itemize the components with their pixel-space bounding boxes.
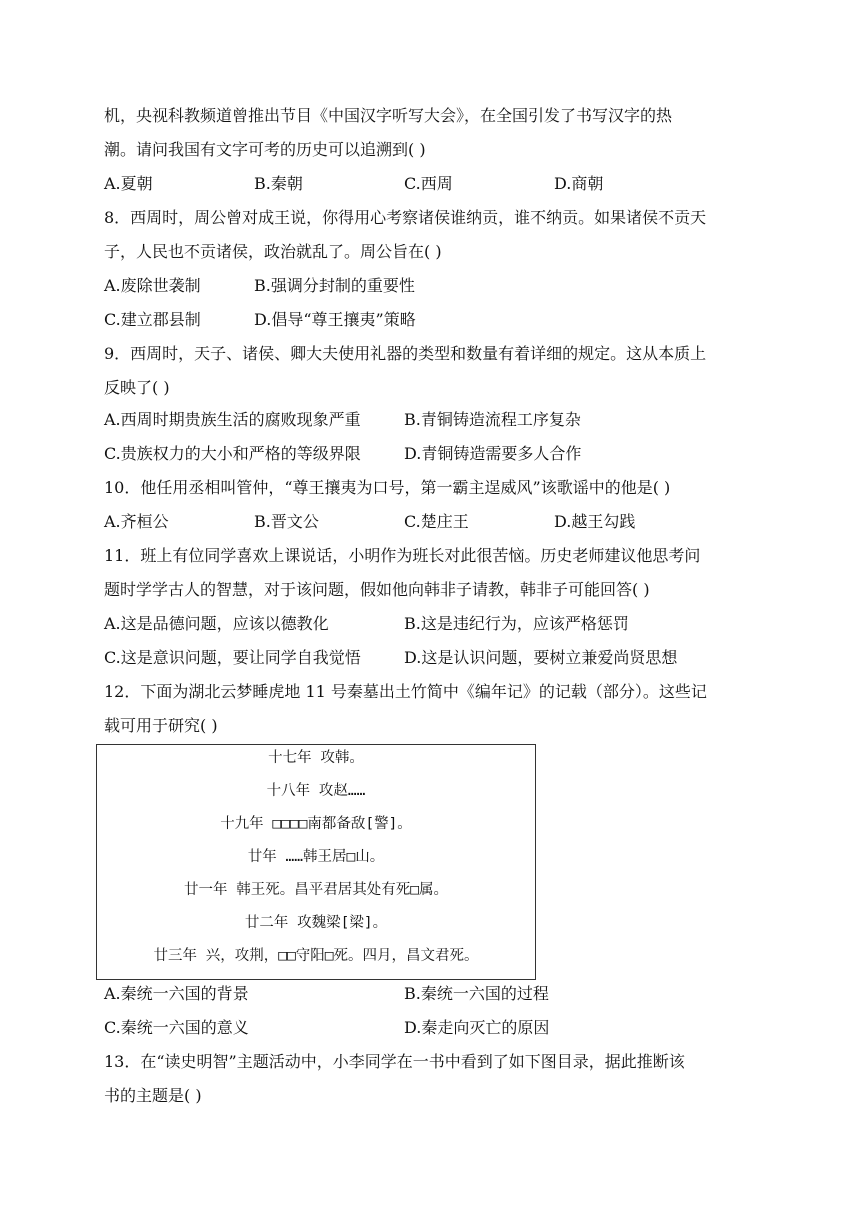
q8-text-line-2: 子，人民也不贡诸侯，政治就乱了。周公旨在( ) [104,242,442,261]
q11-text-line-1: 11．班上有位同学喜欢上课说话，小明作为班长对此很苦恼。历史老师建议他思考问 [104,546,701,565]
q7-text-line-1: 机，央视科教频道曾推出节目《中国汉字听写大会》，在全国引发了书写汉字的热 [104,106,673,125]
q13-text-line-2: 书的主题是( ) [104,1086,202,1105]
option-d: D.越王勾践 [554,512,636,531]
record-line: 十九年 □□□□南都备敌[警]。 [220,816,412,832]
q9-text-line-2: 反映了( ) [104,378,170,397]
option-c: C.贵族权力的大小和严格的等级界限 [104,444,361,463]
q12-text-line-1: 12．下面为湖北云梦睡虎地 11 号秦墓出土竹简中《编年记》的记载（部分）。这些记 [104,682,707,701]
record-line: 廿一年 韩王死。昌平君居其处有死□属。 [184,882,448,898]
record-line: 廿二年 攻魏梁[梁]。 [244,915,388,931]
option-a: A.齐桓公 [104,512,169,531]
record-line: 十七年 攻韩。 [268,750,364,766]
option-b: B.晋文公 [254,512,319,531]
q11-text-line-2: 题时学学古人的智慧，对于该问题，假如他向韩非子请教，韩非子可能回答( ) [104,580,650,599]
option-c: C.这是意识问题，要让同学自我觉悟 [104,648,361,667]
option-d: D.倡导“尊王攘夷”策略 [254,310,416,329]
q10-text-line-1: 10．他任用丞相叫管仲，“尊王攘夷为口号，第一霸主逞威风”该歌谣中的他是( ) [104,478,671,497]
option-c: C.秦统一六国的意义 [104,1018,249,1037]
option-b: B.强调分封制的重要性 [254,276,415,295]
option-c: C.西周 [404,174,453,193]
q13-text-line-1: 13．在“读史明智”主题活动中，小李同学在一书中看到了如下图目录，据此推断该 [104,1052,685,1071]
option-a: A.西周时期贵族生活的腐败现象严重 [104,410,361,429]
option-d: D.秦走向灭亡的原因 [404,1018,550,1037]
option-b: B.这是违纪行为，应该严格惩罚 [404,614,629,633]
option-a: A.夏朝 [104,174,153,193]
option-a: A.这是品德问题，应该以德教化 [104,614,329,633]
option-b: B.青铜铸造流程工序复杂 [404,410,581,429]
option-d: D.这是认识问题，要树立兼爱尚贤思想 [404,648,678,667]
record-line: 廿年 ……韩王居□山。 [247,849,385,865]
record-line: 廿三年 兴，攻荆，□□守阳□死。四月，昌文君死。 [153,948,479,964]
option-a: A.废除世袭制 [104,276,201,295]
option-c: C.楚庄王 [404,512,469,531]
q12-text-line-2: 载可用于研究( ) [104,716,218,735]
option-a: A.秦统一六国的背景 [104,984,249,1003]
q9-text-line-1: 9．西周时，天子、诸侯、卿大夫使用礼器的类型和数量有着详细的规定。这从本质上 [104,344,707,363]
q8-text-line-1: 8．西周时，周公曾对成王说，你得用心考察诸侯谁纳贡，谁不纳贡。如果诸侯不贡天 [104,208,707,227]
option-b: B.秦统一六国的过程 [404,984,549,1003]
bamboo-slip-record-box [96,744,536,980]
option-c: C.建立郡县制 [104,310,201,329]
option-b: B.秦朝 [254,174,303,193]
option-d: D.商朝 [554,174,604,193]
record-line: 十八年 攻赵…… [266,783,366,799]
option-d: D.青铜铸造需要多人合作 [404,444,582,463]
q7-text-line-2: 潮。请问我国有文字可考的历史可以追溯到( ) [104,140,426,159]
